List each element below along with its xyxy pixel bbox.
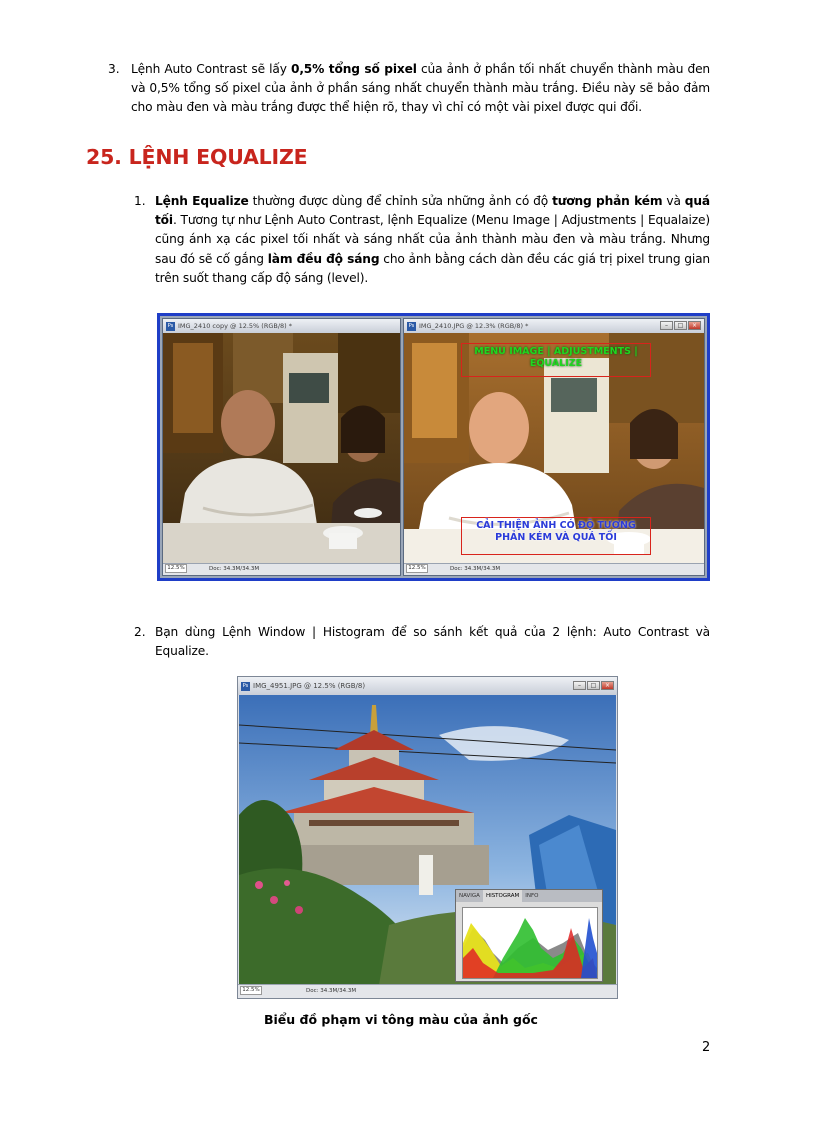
right-window-buttons xyxy=(660,321,701,330)
histogram-graph xyxy=(462,907,598,979)
tab-info[interactable]: INFO xyxy=(525,893,539,899)
improve-contrast-label: CẢI THIỆN ẢNH CÓ ĐỘ TƯƠNG PHẢN KÉM VÀ QUÁ TỐI xyxy=(461,517,651,555)
left-window-statusbar: 12.5% Doc: 34.3M/34.3M xyxy=(163,563,400,575)
minimize-icon[interactable]: – xyxy=(573,681,586,690)
figure-caption: Biểu đồ phạm vi tông màu của ảnh gốc xyxy=(264,1012,538,1027)
item3-number: 3. xyxy=(108,62,120,76)
right-window-titlebar[interactable]: Ps IMG_2410.JPG @ 12.3% (RGB/8) * – □ × xyxy=(404,319,704,333)
left-photo-scene xyxy=(163,333,400,565)
right-image-window[interactable] xyxy=(403,318,705,576)
section-heading: 25. LỆNH EQUALIZE xyxy=(86,145,308,169)
photoshop-icon: Ps xyxy=(242,682,249,689)
item1-paragraph: Lệnh Equalize thường được dùng để chỉnh sửa những ảnh có độ tương phản kém và quá tối. Tương tự như Lệnh Auto Contrast, lệnh Equalize (Menu Image | Adjustments | Equalaize) cũng ánh xạ các pixel tối nhất và sáng nhất của ảnh thành màu đen và màu trắng. Nhưng sau đó sẽ cố gắng làm đều độ sáng cho ảnh bằng cách dàn đều các giá trị pixel trung gian trên suốt thang cấp độ sáng (level). xyxy=(155,194,710,285)
temple-image-window[interactable] xyxy=(237,676,618,999)
temple-window-statusbar: 12.5% Doc: 34.3M/34.3M xyxy=(238,984,617,998)
tab-navigator[interactable]: NAVIGA xyxy=(459,893,480,899)
maximize-icon[interactable]: □ xyxy=(587,681,600,690)
right-zoom-field[interactable]: 12.5% xyxy=(406,564,428,573)
photoshop-icon: Ps xyxy=(167,322,174,329)
figure1-frame xyxy=(157,313,710,581)
item2-number: 2. xyxy=(134,625,146,639)
left-photo xyxy=(163,333,400,565)
close-icon[interactable]: × xyxy=(601,681,614,690)
right-photo xyxy=(404,333,704,565)
left-zoom-field[interactable]: 12.5% xyxy=(165,564,187,573)
temple-window-titlebar[interactable]: Ps IMG_4951.JPG @ 12.5% (RGB/8) – □ × xyxy=(238,677,617,695)
item3-paragraph: Lệnh Auto Contrast sẽ lấy 0,5% tổng số pixel của ảnh ở phần tối nhất chuyển thành màu đen và 0,5% tổng số pixel của ảnh ở phần sáng nhất chuyển thành màu trắng. Điều này sẽ bảo đảm cho màu đen và màu trắng được thể hiện rõ, thay vì chỉ có một vài pixel được qui đổi. xyxy=(131,62,711,115)
item2-paragraph: Bạn dùng Lệnh Window | Histogram để so sánh kết quả của 2 lệnh: Auto Contrast và Equalize. xyxy=(155,625,710,659)
left-image-window[interactable] xyxy=(162,318,401,576)
histogram-curves xyxy=(463,908,597,978)
tab-histogram[interactable]: HISTOGRAM xyxy=(483,890,522,902)
temple-zoom-field[interactable]: 12.5% xyxy=(240,986,262,995)
histogram-panel-tabs xyxy=(456,890,602,902)
photoshop-icon: Ps xyxy=(408,322,415,329)
left-window-titlebar[interactable]: Ps IMG_2410 copy @ 12.5% (RGB/8) * xyxy=(163,319,400,333)
item1-number: 1. xyxy=(134,194,146,208)
equalize-menu-label: MENU IMAGE | ADJUSTMENTS | EQUALIZE xyxy=(461,343,651,377)
page-number: 2 xyxy=(702,1040,711,1055)
temple-window-buttons xyxy=(573,681,614,690)
close-icon[interactable]: × xyxy=(688,321,701,330)
right-window-statusbar: 12.5% Doc: 34.3M/34.3M xyxy=(404,563,704,575)
minimize-icon[interactable]: – xyxy=(660,321,673,330)
temple-photo xyxy=(239,695,616,985)
maximize-icon[interactable]: □ xyxy=(674,321,687,330)
histogram-panel[interactable] xyxy=(455,889,603,982)
